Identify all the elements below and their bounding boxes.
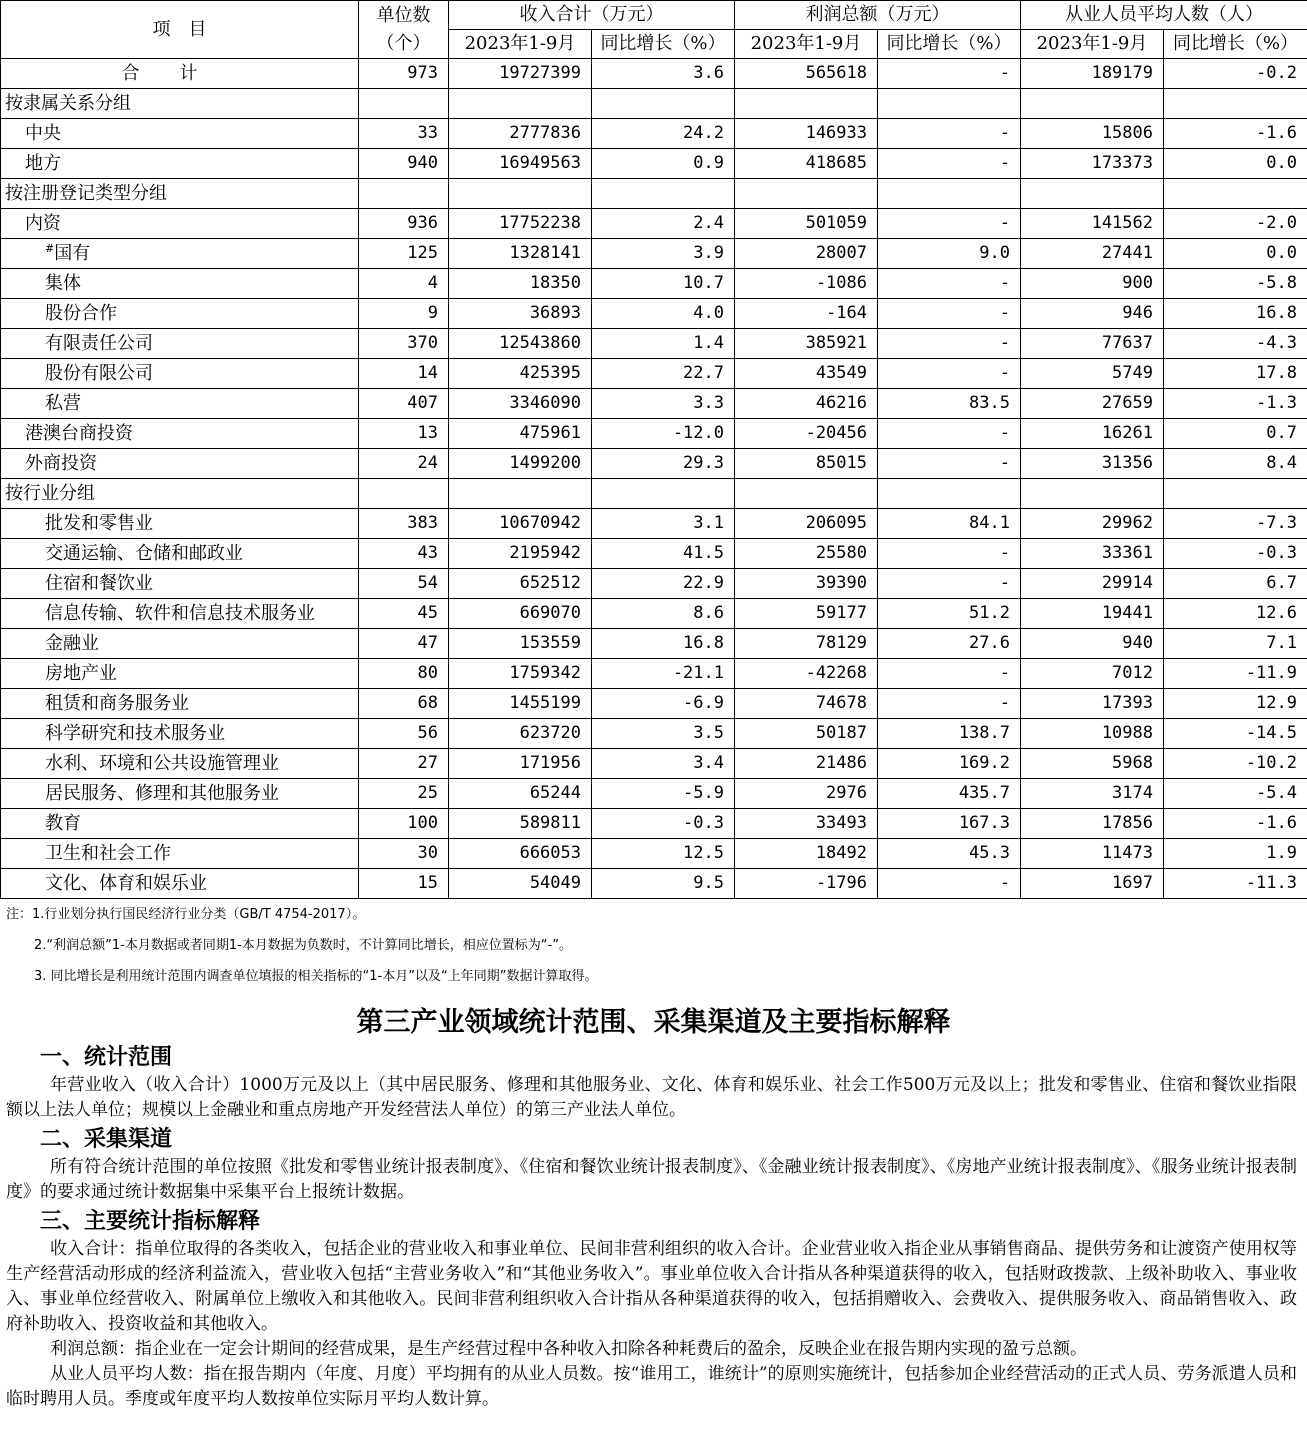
cell-profit-g: 84.1 <box>878 509 1021 539</box>
cell-emp-g: 6.7 <box>1164 569 1307 599</box>
cell-profit-g: - <box>878 149 1021 179</box>
table-row <box>1 569 1307 599</box>
cell-rev-g: 3.9 <box>592 239 735 269</box>
cell-profit: 501059 <box>735 209 878 239</box>
table-row <box>1 629 1307 659</box>
cell-emp <box>1021 179 1164 209</box>
cell-emp: 1697 <box>1021 869 1164 899</box>
cell-units: 24 <box>359 449 449 479</box>
cell-units: 383 <box>359 509 449 539</box>
cell-profit: 565618 <box>735 59 878 89</box>
cell-rev <box>449 179 592 209</box>
cell-units: 25 <box>359 779 449 809</box>
row-label: 交通运输、仓储和邮政业 <box>1 539 359 569</box>
cell-emp: 5749 <box>1021 359 1164 389</box>
cell-profit-g: - <box>878 269 1021 299</box>
cell-profit: 385921 <box>735 329 878 359</box>
paragraph-scope: 年营业收入（收入合计）1000万元及以上（其中居民服务、修理和其他服务业、文化、体育和娱乐业、社会工作500万元及以上；批发和零售业、住宿和餐饮业指限额以上法人单位；规模以上金融业和重点房地产开发经营法人单位）的第三产业法人单位。 <box>6 1075 1297 1120</box>
cell-profit: 74678 <box>735 689 878 719</box>
row-label: 外商投资 <box>1 449 359 479</box>
table-row <box>1 719 1307 749</box>
row-label: 批发和零售业 <box>1 509 359 539</box>
cell-emp-g <box>1164 179 1307 209</box>
cell-rev-g: -21.1 <box>592 659 735 689</box>
cell-emp-g: -0.3 <box>1164 539 1307 569</box>
cell-rev-g: 3.1 <box>592 509 735 539</box>
cell-profit-g: - <box>878 119 1021 149</box>
cell-profit: -20456 <box>735 419 878 449</box>
header-profit: 利润总额（万元） <box>735 1 1021 30</box>
cell-profit-g <box>878 179 1021 209</box>
cell-emp-g: -11.9 <box>1164 659 1307 689</box>
header-growth: 同比增长（%） <box>592 30 735 59</box>
cell-profit-g: - <box>878 329 1021 359</box>
row-label: 信息传输、软件和信息技术服务业 <box>1 599 359 629</box>
cell-units <box>359 179 449 209</box>
cell-rev-g: 24.2 <box>592 119 735 149</box>
cell-rev-g: 10.7 <box>592 269 735 299</box>
row-label: 科学研究和技术服务业 <box>1 719 359 749</box>
cell-units <box>359 479 449 509</box>
cell-rev-g: 9.5 <box>592 869 735 899</box>
cell-rev <box>449 89 592 119</box>
cell-emp: 189179 <box>1021 59 1164 89</box>
table-row <box>1 59 1307 89</box>
cell-emp-g: 0.7 <box>1164 419 1307 449</box>
cell-profit: 59177 <box>735 599 878 629</box>
cell-units: 47 <box>359 629 449 659</box>
table-row <box>1 779 1307 809</box>
cell-rev-g: -0.3 <box>592 809 735 839</box>
cell-profit-g: - <box>878 539 1021 569</box>
cell-rev-g: 2.4 <box>592 209 735 239</box>
cell-profit-g: - <box>878 59 1021 89</box>
cell-profit-g: 167.3 <box>878 809 1021 839</box>
cell-emp: 27659 <box>1021 389 1164 419</box>
cell-profit: 46216 <box>735 389 878 419</box>
row-label: 合计 <box>1 59 359 89</box>
header-units-label: 单位数 <box>376 4 431 26</box>
row-label: 集体 <box>1 269 359 299</box>
cell-profit: 418685 <box>735 149 878 179</box>
note-2: 2.“利润总额”1-本月数据或者同期1-本月数据为负数时，不计算同比增长，相应位置标为“-”。 <box>34 938 572 953</box>
cell-units: 54 <box>359 569 449 599</box>
header-period: 2023年1-9月 <box>735 30 878 59</box>
cell-profit: 25580 <box>735 539 878 569</box>
cell-units: 27 <box>359 749 449 779</box>
cell-profit: -164 <box>735 299 878 329</box>
cell-emp-g: -0.2 <box>1164 59 1307 89</box>
cell-rev: 17752238 <box>449 209 592 239</box>
cell-rev: 16949563 <box>449 149 592 179</box>
cell-rev-g: 4.0 <box>592 299 735 329</box>
cell-profit: 2976 <box>735 779 878 809</box>
row-label: 按隶属关系分组 <box>1 89 359 119</box>
cell-rev: 171956 <box>449 749 592 779</box>
cell-profit: 146933 <box>735 119 878 149</box>
cell-rev: 54049 <box>449 869 592 899</box>
cell-emp-g: 8.4 <box>1164 449 1307 479</box>
cell-emp-g: -5.4 <box>1164 779 1307 809</box>
table-header <box>1 1 1307 59</box>
table-row <box>1 119 1307 149</box>
cell-rev-g: 3.5 <box>592 719 735 749</box>
cell-units: 56 <box>359 719 449 749</box>
cell-rev: 153559 <box>449 629 592 659</box>
cell-units: 936 <box>359 209 449 239</box>
cell-profit-g <box>878 89 1021 119</box>
row-label: 水利、环境和公共设施管理业 <box>1 749 359 779</box>
table-row <box>1 149 1307 179</box>
table-row <box>1 359 1307 389</box>
cell-emp-g: -4.3 <box>1164 329 1307 359</box>
cell-rev: 2195942 <box>449 539 592 569</box>
cell-units: 43 <box>359 539 449 569</box>
cell-rev: 10670942 <box>449 509 592 539</box>
cell-rev-g: 29.3 <box>592 449 735 479</box>
cell-profit: 39390 <box>735 569 878 599</box>
row-label: 教育 <box>1 809 359 839</box>
explanation-section <box>0 1005 1307 1412</box>
cell-rev-g: 12.5 <box>592 839 735 869</box>
cell-rev: 1499200 <box>449 449 592 479</box>
cell-profit-g: - <box>878 359 1021 389</box>
cell-profit <box>735 89 878 119</box>
cell-rev: 65244 <box>449 779 592 809</box>
cell-emp-g: -5.8 <box>1164 269 1307 299</box>
cell-emp: 29962 <box>1021 509 1164 539</box>
table-row <box>1 479 1307 509</box>
cell-units: 30 <box>359 839 449 869</box>
cell-rev-g: -12.0 <box>592 419 735 449</box>
cell-profit <box>735 179 878 209</box>
header-period: 2023年1-9月 <box>1021 30 1164 59</box>
table-row <box>1 869 1307 899</box>
header-revenue: 收入合计（万元） <box>449 1 735 30</box>
cell-rev: 36893 <box>449 299 592 329</box>
row-label: 地方 <box>1 149 359 179</box>
cell-emp-g <box>1164 479 1307 509</box>
cell-rev-g <box>592 89 735 119</box>
cell-profit: 206095 <box>735 509 878 539</box>
cell-rev-g: 22.7 <box>592 359 735 389</box>
cell-emp: 17856 <box>1021 809 1164 839</box>
cell-rev <box>449 479 592 509</box>
cell-profit: 21486 <box>735 749 878 779</box>
cell-units: 125 <box>359 239 449 269</box>
cell-emp: 31356 <box>1021 449 1164 479</box>
cell-emp: 900 <box>1021 269 1164 299</box>
row-label <box>1 239 359 269</box>
cell-profit-g: 138.7 <box>878 719 1021 749</box>
header-period: 2023年1-9月 <box>449 30 592 59</box>
cell-units: 33 <box>359 119 449 149</box>
table-row <box>1 689 1307 719</box>
cell-units: 973 <box>359 59 449 89</box>
cell-rev: 652512 <box>449 569 592 599</box>
cell-units: 370 <box>359 329 449 359</box>
cell-units: 14 <box>359 359 449 389</box>
table-row <box>1 839 1307 869</box>
cell-profit: 50187 <box>735 719 878 749</box>
cell-rev: 623720 <box>449 719 592 749</box>
cell-profit: 78129 <box>735 629 878 659</box>
cell-rev: 12543860 <box>449 329 592 359</box>
paragraph-channel: 所有符合统计范围的单位按照《批发和零售业统计报表制度》、《住宿和餐饮业统计报表制度》、《金融业统计报表制度》、《房地产业统计报表制度》、《服务业统计报表制度》的要求通过统计数据集中采集平台上报统计数据。 <box>6 1157 1297 1202</box>
cell-emp: 3174 <box>1021 779 1164 809</box>
cell-profit: 28007 <box>735 239 878 269</box>
cell-profit-g: - <box>878 869 1021 899</box>
cell-profit-g: - <box>878 689 1021 719</box>
cell-rev-g: 1.4 <box>592 329 735 359</box>
cell-emp-g: -14.5 <box>1164 719 1307 749</box>
cell-emp-g: 12.6 <box>1164 599 1307 629</box>
cell-rev-g: -5.9 <box>592 779 735 809</box>
cell-rev-g <box>592 479 735 509</box>
cell-emp: 17393 <box>1021 689 1164 719</box>
row-label: 房地产业 <box>1 659 359 689</box>
table-row <box>1 809 1307 839</box>
cell-units: 4 <box>359 269 449 299</box>
heading-scope: 一、统计范围 <box>40 1044 173 1070</box>
row-label: 金融业 <box>1 629 359 659</box>
cell-rev-g: 16.8 <box>592 629 735 659</box>
row-label: 居民服务、修理和其他服务业 <box>1 779 359 809</box>
note-1: 注：1.行业划分执行国民经济行业分类（GB/T 4754-2017）。 <box>6 907 366 922</box>
cell-emp: 7012 <box>1021 659 1164 689</box>
note-3: 3. 同比增长是利用统计范围内调查单位填报的相关指标的“1-本月”以及“上年同期”数据计算取得。 <box>34 969 598 984</box>
cell-emp-g: 1.9 <box>1164 839 1307 869</box>
cell-profit <box>735 479 878 509</box>
cell-profit: -42268 <box>735 659 878 689</box>
cell-emp: 10988 <box>1021 719 1164 749</box>
table-notes <box>6 905 597 998</box>
cell-rev: 589811 <box>449 809 592 839</box>
table-row <box>1 89 1307 119</box>
cell-emp-g: -1.6 <box>1164 809 1307 839</box>
table-body <box>1 59 1307 899</box>
header-units-unit: （个） <box>376 32 431 54</box>
table-row <box>1 389 1307 419</box>
cell-profit-g: 51.2 <box>878 599 1021 629</box>
cell-emp: 33361 <box>1021 539 1164 569</box>
cell-units: 940 <box>359 149 449 179</box>
cell-emp-g: 0.0 <box>1164 149 1307 179</box>
header-employees: 从业人员平均人数（人） <box>1021 1 1307 30</box>
section-title: 第三产业领域统计范围、采集渠道及主要指标解释 <box>356 1007 951 1038</box>
cell-emp: 15806 <box>1021 119 1164 149</box>
table-row <box>1 179 1307 209</box>
cell-rev: 425395 <box>449 359 592 389</box>
cell-profit-g: 45.3 <box>878 839 1021 869</box>
row-label: 住宿和餐饮业 <box>1 569 359 599</box>
row-label: 按行业分组 <box>1 479 359 509</box>
table-row <box>1 449 1307 479</box>
cell-rev: 475961 <box>449 419 592 449</box>
cell-profit: 18492 <box>735 839 878 869</box>
cell-rev: 2777836 <box>449 119 592 149</box>
cell-emp: 11473 <box>1021 839 1164 869</box>
cell-rev: 669070 <box>449 599 592 629</box>
cell-profit-g: 9.0 <box>878 239 1021 269</box>
cell-rev-g: 0.9 <box>592 149 735 179</box>
cell-rev-g <box>592 179 735 209</box>
cell-rev: 18350 <box>449 269 592 299</box>
paragraph-profit: 利润总额：指企业在一定会计期间的经营成果，是生产经营过程中各种收入扣除各种耗费后的盈余，反映企业在报告期内实现的盈亏总额。 <box>50 1339 1087 1359</box>
cell-emp: 27441 <box>1021 239 1164 269</box>
cell-emp-g: 0.0 <box>1164 239 1307 269</box>
cell-units: 100 <box>359 809 449 839</box>
cell-units: 80 <box>359 659 449 689</box>
cell-emp-g: -1.3 <box>1164 389 1307 419</box>
row-label: 股份有限公司 <box>1 359 359 389</box>
cell-rev: 1328141 <box>449 239 592 269</box>
cell-emp: 940 <box>1021 629 1164 659</box>
cell-emp-g: -1.6 <box>1164 119 1307 149</box>
cell-profit-g: 27.6 <box>878 629 1021 659</box>
cell-emp-g: -11.3 <box>1164 869 1307 899</box>
cell-rev-g: 41.5 <box>592 539 735 569</box>
cell-rev-g: -6.9 <box>592 689 735 719</box>
cell-profit: 43549 <box>735 359 878 389</box>
row-label-text: 国有 <box>54 243 91 264</box>
cell-units: 68 <box>359 689 449 719</box>
cell-emp: 77637 <box>1021 329 1164 359</box>
row-label: 港澳台商投资 <box>1 419 359 449</box>
cell-units: 407 <box>359 389 449 419</box>
cell-emp <box>1021 89 1164 119</box>
cell-emp: 141562 <box>1021 209 1164 239</box>
row-label: 股份合作 <box>1 299 359 329</box>
cell-emp-g: 16.8 <box>1164 299 1307 329</box>
header-units <box>359 1 449 59</box>
cell-profit-g: 169.2 <box>878 749 1021 779</box>
row-label: 内资 <box>1 209 359 239</box>
table-row <box>1 269 1307 299</box>
cell-rev: 666053 <box>449 839 592 869</box>
cell-emp: 946 <box>1021 299 1164 329</box>
row-label: 租赁和商务服务业 <box>1 689 359 719</box>
heading-channel: 二、采集渠道 <box>40 1126 173 1152</box>
table-row <box>1 749 1307 779</box>
cell-units: 9 <box>359 299 449 329</box>
row-label: 有限责任公司 <box>1 329 359 359</box>
row-label: 私营 <box>1 389 359 419</box>
cell-profit: -1086 <box>735 269 878 299</box>
heading-indicators: 三、主要统计指标解释 <box>40 1208 261 1234</box>
cell-emp-g: 12.9 <box>1164 689 1307 719</box>
cell-units: 45 <box>359 599 449 629</box>
cell-rev-g: 3.3 <box>592 389 735 419</box>
cell-profit-g: - <box>878 299 1021 329</box>
table-row <box>1 419 1307 449</box>
cell-emp-g: -7.3 <box>1164 509 1307 539</box>
table-row <box>1 539 1307 569</box>
paragraph-employees: 从业人员平均人数：指在报告期内（年度、月度）平均拥有的从业人员数。按“谁用工，谁统计”的原则实施统计，包括参加企业经营活动的正式人员、劳务派遣人员和临时聘用人员。季度或年度平均人数按单位实际月平均人数计算。 <box>6 1364 1297 1409</box>
cell-units: 13 <box>359 419 449 449</box>
subtotal-marker: # <box>45 242 55 255</box>
cell-emp-g: -10.2 <box>1164 749 1307 779</box>
cell-emp <box>1021 479 1164 509</box>
cell-profit-g: 83.5 <box>878 389 1021 419</box>
cell-profit-g: - <box>878 419 1021 449</box>
cell-profit: 85015 <box>735 449 878 479</box>
cell-emp: 29914 <box>1021 569 1164 599</box>
table-row <box>1 299 1307 329</box>
row-label: 卫生和社会工作 <box>1 839 359 869</box>
table-row <box>1 599 1307 629</box>
cell-profit: 33493 <box>735 809 878 839</box>
cell-profit-g: - <box>878 209 1021 239</box>
cell-profit-g <box>878 479 1021 509</box>
cell-rev-g: 3.4 <box>592 749 735 779</box>
cell-emp-g <box>1164 89 1307 119</box>
table-row <box>1 329 1307 359</box>
table-row <box>1 659 1307 689</box>
cell-units: 15 <box>359 869 449 899</box>
cell-profit-g: 435.7 <box>878 779 1021 809</box>
row-label: 按注册登记类型分组 <box>1 179 359 209</box>
cell-profit: -1796 <box>735 869 878 899</box>
cell-rev-g: 3.6 <box>592 59 735 89</box>
cell-emp: 173373 <box>1021 149 1164 179</box>
header-item: 项 目 <box>1 1 359 59</box>
cell-rev: 3346090 <box>449 389 592 419</box>
cell-profit-g: - <box>878 659 1021 689</box>
header-growth: 同比增长（%） <box>1164 30 1307 59</box>
cell-rev: 1455199 <box>449 689 592 719</box>
cell-emp: 19441 <box>1021 599 1164 629</box>
table-row <box>1 239 1307 269</box>
cell-emp: 5968 <box>1021 749 1164 779</box>
cell-emp-g: 7.1 <box>1164 629 1307 659</box>
header-growth: 同比增长（%） <box>878 30 1021 59</box>
cell-profit-g: - <box>878 449 1021 479</box>
cell-rev: 1759342 <box>449 659 592 689</box>
cell-profit-g: - <box>878 569 1021 599</box>
table-row <box>1 509 1307 539</box>
cell-rev-g: 8.6 <box>592 599 735 629</box>
cell-units <box>359 89 449 119</box>
paragraph-revenue: 收入合计：指单位取得的各类收入，包括企业的营业收入和事业单位、民间非营利组织的收入合计。企业营业收入指企业从事销售商品、提供劳务和让渡资产使用权等生产经营活动形成的经济利益流入，营业收入包括“主营业务收入”和“其他业务收入”。事业单位收入合计指从各种渠道获得的收入，包括财政拨款、上级补助收入、事业收入、事业单位经营收入、附属单位上缴收入和其他收入。民间非营利组织收入合计指从各种渠道获得的收入，包括捐赠收入、会费收入、提供服务收入、商品销售收入、政府补助收入、投资收益和其他收入。 <box>6 1239 1297 1334</box>
cell-emp: 16261 <box>1021 419 1164 449</box>
table-row <box>1 209 1307 239</box>
cell-rev: 19727399 <box>449 59 592 89</box>
cell-rev-g: 22.9 <box>592 569 735 599</box>
cell-emp-g: -2.0 <box>1164 209 1307 239</box>
cell-emp-g: 17.8 <box>1164 359 1307 389</box>
row-label: 中央 <box>1 119 359 149</box>
row-label: 文化、体育和娱乐业 <box>1 869 359 899</box>
